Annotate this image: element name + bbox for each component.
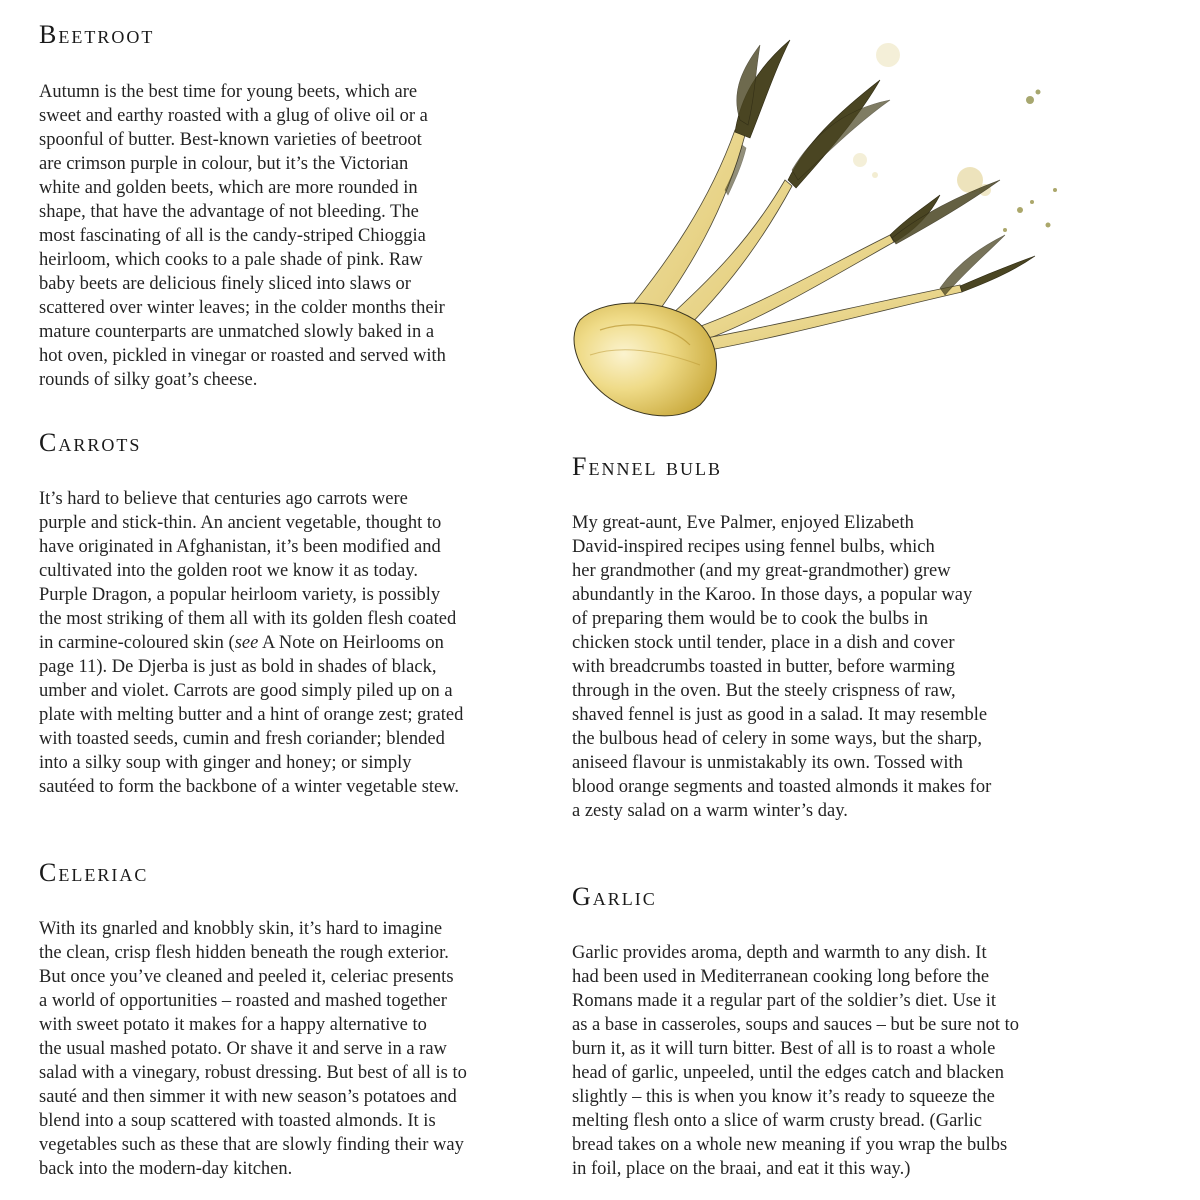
text-line: It’s hard to believe that centuries ago carrots were — [39, 489, 408, 509]
text-line: shaved fennel is just as good in a salad. It may resemble — [572, 705, 988, 725]
text-line: page 11). De Djerba is just as bold in shades of black, — [39, 657, 437, 677]
heading-fennel-bulb: Fennel bulb — [572, 452, 722, 481]
text-line: are crimson purple in colour, but it’s the Victorian — [39, 154, 409, 174]
section-fennel-bulb — [572, 452, 1072, 823]
text-line: the usual mashed potato. Or shave it and serve in a raw — [39, 1039, 447, 1059]
text-line: cultivated into the golden root we know it as today. — [39, 561, 418, 581]
text-line: with breadcrumbs toasted in butter, before warming — [572, 657, 956, 677]
text-line: Romans made it a regular part of the soldier’s diet. Use it — [572, 991, 997, 1011]
text-line: as a base in casseroles, soups and sauces – but be sure not to — [572, 1015, 1019, 1035]
text-line: rounds of silky goat’s cheese. — [39, 370, 258, 390]
text-line: slightly – this is when you know it’s ready to squeeze the — [572, 1087, 995, 1107]
paragraph-carrots — [39, 487, 519, 799]
text-line: white and golden beets, which are more rounded in — [39, 178, 418, 198]
text-line: Purple Dragon, a popular heirloom variety, is possibly — [39, 585, 441, 605]
text-line: vegetables such as these that are slowly finding their way — [39, 1135, 464, 1155]
paragraph-celeriac — [39, 917, 519, 1181]
heading-garlic: Garlic — [572, 882, 657, 911]
text-line: Garlic provides aroma, depth and warmth to any dish. It — [572, 943, 987, 963]
text-line: David-inspired recipes using fennel bulbs, which — [572, 537, 935, 557]
fennel-stalk — [620, 130, 745, 330]
text-line: into a silky soup with ginger and honey; or simply — [39, 753, 412, 773]
text-line: My great-aunt, Eve Palmer, enjoyed Elizabeth — [572, 513, 914, 533]
text-line: salad with a vinegary, robust dressing. But best of all is to — [39, 1063, 467, 1083]
text-line: sweet and earthy roasted with a glug of olive oil or a — [39, 106, 428, 126]
text-line: of preparing them would be to cook the bulbs in — [572, 609, 929, 629]
section-garlic — [572, 882, 1072, 1181]
text-line: her grandmother (and my great-grandmother) grew — [572, 561, 951, 581]
paint-splash — [1053, 188, 1057, 192]
text-line: burn it, as it will turn bitter. Best of all is to roast a whole — [572, 1039, 996, 1059]
section-beetroot — [39, 20, 519, 392]
text-line: purple and stick-thin. An ancient vegetable, thought to — [39, 513, 442, 533]
text-line: have originated in Afghanistan, it’s been modified and — [39, 537, 441, 557]
text-line: the most striking of them all with its golden flesh coated — [39, 609, 457, 629]
paint-splash — [853, 153, 867, 167]
text-line: umber and violet. Carrots are good simply piled up on a — [39, 681, 453, 701]
paint-splash — [876, 43, 900, 67]
paragraph-garlic — [572, 941, 1072, 1181]
text-line: a world of opportunities – roasted and mashed together — [39, 991, 447, 1011]
text-line: melting flesh onto a slice of warm crusty bread. (Garlic — [572, 1111, 982, 1131]
text-fragment: A Note on Heirlooms on — [258, 633, 444, 653]
text-line: sauté and then simmer it with new season’s potatoes and — [39, 1087, 457, 1107]
text-line: Autumn is the best time for young beets, which are — [39, 82, 418, 102]
text-line: scattered over winter leaves; in the colder months their — [39, 298, 445, 318]
paint-splash — [1003, 228, 1007, 232]
italic-see: see — [234, 633, 259, 653]
paint-splash — [872, 172, 878, 178]
text-line: head of garlic, unpeeled, until the edges catch and blacken — [572, 1063, 1004, 1083]
paint-splash — [1036, 90, 1041, 95]
text-line: bread takes on a whole new meaning if you wrap the bulbs — [572, 1135, 1008, 1155]
text-line: blend into a soup scattered with toasted almonds. It is — [39, 1111, 436, 1131]
bulb-shape — [574, 303, 716, 416]
text-line: abundantly in the Karoo. In those days, a popular way — [572, 585, 973, 605]
paint-splash — [1030, 200, 1034, 204]
text-line: with sweet potato it makes for a happy alternative to — [39, 1015, 427, 1035]
paint-splash — [1017, 207, 1023, 213]
text-line: mature counterparts are unmatched slowly baked in a — [39, 322, 435, 342]
paragraph-beetroot — [39, 80, 519, 392]
text-line: the bulbous head of celery in some ways, but the sharp, — [572, 729, 982, 749]
text-line: had been used in Mediterranean cooking long before the — [572, 967, 990, 987]
text-line: sautéed to form the backbone of a winter vegetable stew. — [39, 777, 460, 797]
section-celeriac — [39, 858, 519, 1181]
section-carrots — [39, 428, 519, 799]
fennel-fronds — [725, 40, 1035, 295]
text-line: back into the modern-day kitchen. — [39, 1159, 293, 1179]
paint-splash — [1046, 223, 1051, 228]
text-line-with-italic — [39, 631, 519, 655]
text-line: most fascinating of all is the candy-striped Chioggia — [39, 226, 426, 246]
text-line: a zesty salad on a warm winter’s day. — [572, 801, 848, 821]
heading-beetroot: Beetroot — [39, 20, 155, 49]
fennel-frond — [892, 180, 1000, 244]
text-line: the clean, crisp flesh hidden beneath the rough exterior. — [39, 943, 449, 963]
text-line: through in the oven. But the steely crispness of raw, — [572, 681, 956, 701]
fennel-frond — [792, 100, 890, 180]
text-line: in foil, place on the braai, and eat it this way.) — [572, 1159, 911, 1179]
heading-celeriac: Celeriac — [39, 858, 149, 887]
text-line: blood orange segments and toasted almonds it makes for — [572, 777, 992, 797]
text-line: aniseed flavour is unmistakably its own. Tossed with — [572, 753, 963, 773]
text-line: chicken stock until tender, place in a dish and cover — [572, 633, 955, 653]
text-line: plate with melting butter and a hint of orange zest; grated — [39, 705, 464, 725]
fennel-bulb — [574, 303, 716, 416]
text-line: hot oven, pickled in vinegar or roasted and served with — [39, 346, 446, 366]
text-fragment: in carmine-coloured skin ( — [39, 633, 235, 653]
paint-splash — [1026, 96, 1034, 104]
heading-carrots: Carrots — [39, 428, 142, 457]
fennel-bulb-watercolour-icon — [560, 20, 1080, 430]
text-line: spoonful of butter. Best-known varieties of beetroot — [39, 130, 422, 150]
text-line: heirloom, which cooks to a pale shade of pink. Raw — [39, 250, 423, 270]
paragraph-fennel-bulb — [572, 511, 1072, 823]
text-line: But once you’ve cleaned and peeled it, celeriac presents — [39, 967, 454, 987]
text-line: baby beets are delicious finely sliced into slaws or — [39, 274, 411, 294]
text-line: With its gnarled and knobbly skin, it’s hard to imagine — [39, 919, 443, 939]
text-line: with toasted seeds, cumin and fresh coriander; blended — [39, 729, 445, 749]
text-line: shape, that have the advantage of not bleeding. The — [39, 202, 419, 222]
